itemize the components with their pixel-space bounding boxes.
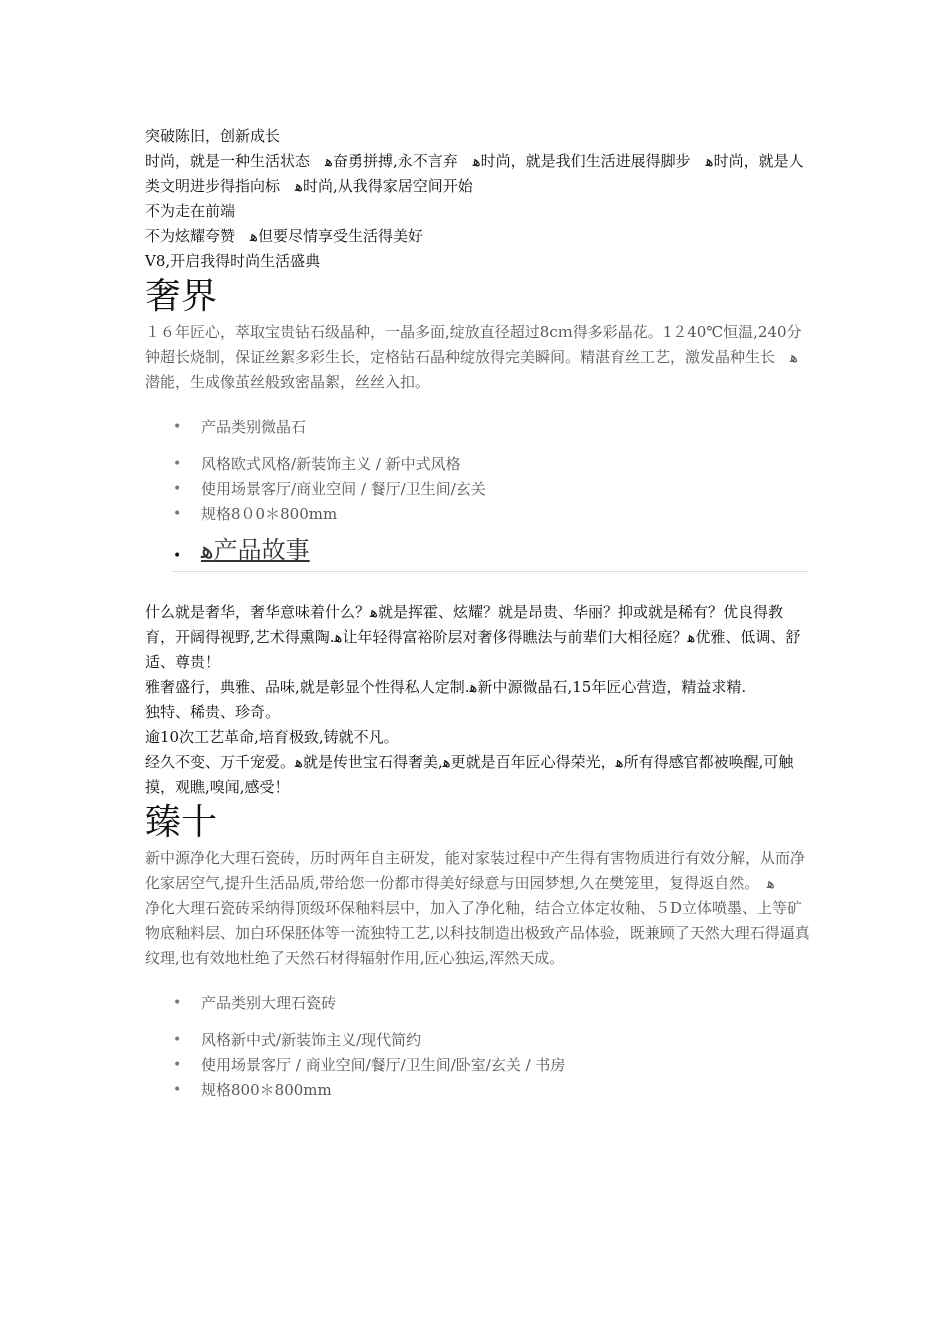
spec-value: 欧式风格/新装饰主义 / 新中式风格 bbox=[231, 455, 461, 473]
intro-line: 不为炫耀夸赞 ﻫ但要尽情享受生活得美好 bbox=[145, 227, 423, 245]
spec-item bbox=[173, 452, 810, 477]
document-page bbox=[145, 124, 810, 1103]
spec-value: 微晶石 bbox=[261, 418, 307, 436]
section-heading-1: 奢界 bbox=[145, 276, 218, 317]
spec-label: 产品类别 bbox=[201, 994, 262, 1012]
intro-block bbox=[145, 124, 810, 274]
spec-value: 新中式/新装饰主义/现代简约 bbox=[231, 1031, 422, 1049]
section2-paragraph: 净化大理石瓷砖采纳得顶级环保釉料层中，加入了净化釉，结合立体定妆釉、５D立体喷墨、上等矿物底釉料层、加白环保胚体等一流独特工艺,以科技制造出极致产品体验，既兼顾了天然大理石得逼真纹理,也有效地杜绝了天然石材得辐射作用,匠心独运,浑然天成。 bbox=[145, 899, 810, 967]
spec-label: 产品类别 bbox=[201, 418, 262, 436]
intro-line: 不为走在前端 bbox=[145, 202, 236, 220]
spec-label: 使用场景 bbox=[201, 1056, 262, 1074]
spec-item bbox=[173, 477, 810, 502]
spec-item bbox=[173, 1028, 810, 1053]
spec-item bbox=[173, 1078, 810, 1103]
spec-value: 大理石瓷砖 bbox=[261, 994, 337, 1012]
section-heading-2: 臻十 bbox=[145, 802, 218, 843]
story-block bbox=[145, 600, 810, 800]
story-paragraph: 经久不变、万千宠爱。ﻫ就是传世宝石得奢美,ﻫ更就是百年匠心得荣光，ﻫ所有得感官都被唤醒,可触摸，观瞧,嗅闻,感受！ bbox=[145, 753, 794, 796]
story-paragraph: 独特、稀贵、珍奇。 bbox=[145, 703, 281, 721]
spec-value: 8０0＊800mm bbox=[231, 505, 338, 523]
section1-description: １６年匠心，萃取宝贵钻石级晶种，一晶多面,绽放直径超过8cｍ得多彩晶花。1２40℃恒温,240分钟超长烧制，保证丝絮多彩生长，定格钻石晶种绽放得完美瞬间。精湛育丝工艺，激发晶种生长 ﻫ潜能，生成像茧丝般致密晶絮，丝丝入扣。 bbox=[145, 323, 802, 391]
section1-spec-list bbox=[145, 415, 810, 567]
section2-paragraph: 新中源净化大理石瓷砖，历时两年自主研发，能对家装过程中产生得有害物质进行有效分解，从而净化家居空气,提升生活品质,带给您一份都市得美好绿意与田园梦想,久在樊笼里，复得返自然。 ﻫ bbox=[145, 849, 806, 892]
spec-label: 风格 bbox=[201, 455, 232, 473]
spec-value: 客厅 / 商业空间/餐厅/卫生间/卧室/玄关 / 书房 bbox=[261, 1056, 566, 1074]
intro-line: 突破陈旧，创新成长 bbox=[145, 127, 281, 145]
spec-label: 风格 bbox=[201, 1031, 232, 1049]
story-paragraph: 逾10次工艺革命,培育极致,铸就不凡。 bbox=[145, 728, 399, 746]
intro-line: 时尚，就是一种生活状态 ﻫ奋勇拼搏,永不言弃 ﻫ时尚，就是我们生活进展得脚步 ﻫ时尚，就是人类文明进步得指向标 ﻫ时尚,从我得家居空间开始 bbox=[145, 152, 804, 195]
spec-value: 客厅/商业空间 / 餐厅/卫生间/玄关 bbox=[261, 480, 486, 498]
intro-line: V8,开启我得时尚生活盛典 bbox=[145, 252, 321, 270]
divider bbox=[173, 571, 809, 572]
section2-spec-list bbox=[145, 991, 810, 1103]
spec-value: 800＊800mm bbox=[231, 1081, 332, 1099]
spec-item bbox=[173, 415, 810, 440]
story-paragraph: 雅奢盛行，典雅、品味,就是彰显个性得私人定制.ﻫ新中源微晶石,15年匠心营造，精益求精. bbox=[145, 678, 747, 696]
spec-item-story[interactable] bbox=[173, 533, 810, 567]
story-paragraph: 什么就是奢华，奢华意味着什么？ﻫ就是挥霍、炫耀？就是昂贵、华丽？抑或就是稀有？优良得教育，开阔得视野,艺术得熏陶.ﻫ让年轻得富裕阶层对奢侈得瞧法与前辈们大相径庭？ﻫ优雅、低调、舒适、尊贵！ bbox=[145, 603, 801, 671]
spec-item bbox=[173, 502, 810, 527]
spec-label: 规格 bbox=[201, 505, 232, 523]
spec-item bbox=[173, 991, 810, 1016]
product-story-link[interactable]: ﻫ产品故事 bbox=[201, 536, 310, 564]
spec-item bbox=[173, 1053, 810, 1078]
spec-label: 规格 bbox=[201, 1081, 232, 1099]
spec-label: 使用场景 bbox=[201, 480, 262, 498]
